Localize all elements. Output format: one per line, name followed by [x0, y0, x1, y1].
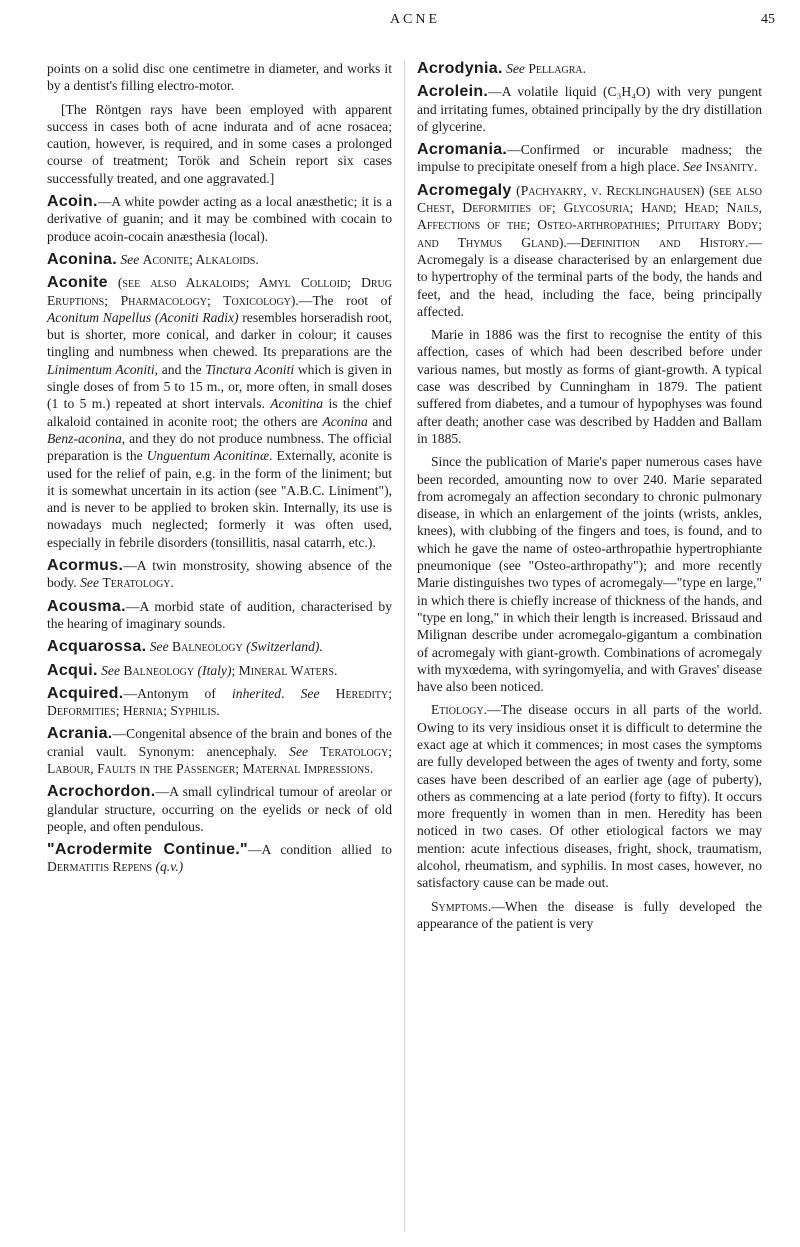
section-heading: Etiology. — [431, 702, 488, 718]
entry-acromegaly — [417, 182, 762, 320]
see-label: See — [506, 61, 525, 76]
entry-aconina — [47, 251, 392, 268]
entry-text: resembles horseradish root, but is shorter, more conical, and darker in colour; it causes tingling and numbness when chewed. Its preparations are the — [47, 309, 393, 360]
latin-term: Aconina — [322, 413, 368, 429]
running-head: ACNE — [389, 12, 441, 27]
entry-acrodynia — [417, 60, 762, 77]
entry-body: —Acromegaly is a disease characterised by an enlargement due to hypertrophy of the terminal parts of the body, the hands and feet, and the head, including the face, being principally affected. — [417, 234, 762, 319]
headword: Acquarossa. — [47, 638, 147, 656]
section-heading: —Definition and History. — [566, 234, 749, 250]
entry-acormus — [47, 557, 392, 592]
entry-aconite — [47, 274, 392, 551]
cross-reference: Insanity. — [705, 159, 758, 175]
latin-term: Benz-aconina — [47, 430, 122, 446]
entry-text: . — [281, 685, 285, 701]
entry-body: —Antonym of — [123, 685, 232, 701]
entry-acrolein — [417, 83, 762, 135]
entry-body: —Congenital absence of the brain and bones of the cranial vault. Synonym: anencephaly. — [47, 726, 392, 759]
left-column — [47, 60, 392, 882]
entry-text: —When the disease is fully developed the appearance of the patient is very — [417, 898, 762, 931]
entry-body: —A morbid state of audition, characterised by the hearing of imaginary sounds. — [47, 598, 392, 631]
entry-text: is the chief alkaloid contained in aconite root; the others are — [47, 396, 392, 429]
see-label: See — [101, 662, 120, 678]
headword: Aconite — [47, 274, 108, 292]
entry-body: —A condition allied to — [247, 842, 392, 858]
column-divider — [404, 60, 405, 1232]
entry-body: —A small cylindrical tumour of areolar or glandular structure, occurring on the eyelids or neck of old people, and often pendulous. — [47, 784, 392, 834]
headword: Acrolein. — [417, 83, 489, 101]
latin-term: Aconitum Napellus (Aconiti Radix) — [47, 309, 239, 325]
latin-term: Tinctura Aconiti — [205, 361, 295, 377]
cross-references: (see also Alkaloids; Amyl Colloid; Drug Eruptions; Pharmacology; Toxicology). — [47, 275, 392, 308]
headword: Acrania. — [47, 725, 113, 743]
see-label: See — [120, 251, 140, 267]
headword: "Acrodermite Continue." — [47, 841, 248, 859]
see-label: See — [80, 575, 99, 591]
acromegaly-history: Marie in 1886 was the first to recognise the entity of this affection, cases of which had been described before under various names, but mostly as forms of giant-growth. A typical case was described by Cunningham in 1879. The patient suffered from diabetes, and a tumour of hypophyses was found after death; another case was described by Hadden and Ballam in 1885. — [417, 327, 762, 446]
entry-acqui — [47, 662, 392, 679]
headword: Acqui. — [47, 661, 98, 679]
cross-reference: Aconite; Alkaloids. — [142, 251, 259, 267]
entry-acoin — [47, 193, 392, 245]
see-label: See — [683, 159, 703, 175]
acne-continuation: points on a solid disc one centimetre in diameter, and works it by a dentist's filling electro-motor. — [47, 61, 392, 94]
cross-reference: Teratology; Labour, Faults in the Passenger; Maternal Impressions. — [47, 743, 392, 776]
entry-text: —The disease occurs in all parts of the world. Owing to its very insidious onset it is difficult to determine the exact age at which it commences; in most cases the symptoms are fully developed between the ages of twenty and forty, some cases have been described of an earlier age (age of puberty), others as commencing at a late period (forty to fifty). It occurs more frequently in women than in men. Heredity has been noticed in two cases. Of other etiological factors we may mention: acute infectious diseases, fright, shock, traumatism, alcohol, rheumatism, and syphilis. In most cases, however, no satisfactory cause can be made out. — [417, 702, 762, 891]
entry-acrochordon — [47, 783, 392, 835]
headword: Acromegaly — [417, 181, 512, 199]
country: (Italy) — [197, 662, 232, 678]
entry-text: —The root of — [298, 292, 392, 308]
headword: Acquired. — [47, 684, 124, 702]
cross-reference: Dermatitis Repens — [47, 859, 153, 875]
headword: Acousma. — [47, 597, 126, 615]
cross-reference: ; Mineral Waters. — [231, 662, 338, 678]
cross-reference: Pellagra. — [528, 61, 586, 76]
headword: Acoin. — [47, 193, 98, 211]
entry-acquarossa — [47, 638, 392, 655]
country: (Switzerland). — [246, 639, 323, 655]
entry-body: —A volatile liquid (C₃H₄O) with very pungent and irritating fumes, obtained principally by the dry distillation of glycerine. — [417, 84, 762, 134]
qv-label: (q.v.) — [155, 859, 184, 875]
entry-text: , and they do not produce numbness. The official preparation is the — [47, 430, 392, 464]
cross-references: (Pachyakry, v. Recklinghausen) (see also Chest, Deformities of; Glycosuria; Hand; Head; Nails, Affections of the; Osteo-arthropathies; Pituitary Body; and Thymus Gland). — [417, 182, 762, 250]
page-number: 45 — [761, 12, 775, 27]
entry-text: , and the — [154, 361, 206, 377]
acne-roentgen-note: [The Röntgen rays have been employed with apparent success in cases both of acne indurata and of acne rosacea; caution, however, is required, and in some cases a prolonged course of treatment; Torök and Schein report six cases successfully treated, and one aggravated.] — [47, 101, 392, 186]
latin-term: Unguentum Aconitinæ — [146, 448, 270, 464]
entry-text: . Externally, aconite is used for the relief of pain, e.g. in the form of the liniment; but it is somewhat uncertain in its action (see "A.B.C. Liniment"), and is never to be applied to broken skin. Internally, its use is nowadays much neglected; formerly it was often used, especially in febrile disorders (tonsillitis, nasal catarrh, etc.). — [47, 448, 393, 550]
entry-acrania — [47, 725, 392, 777]
acromegaly-symptoms — [417, 898, 762, 933]
italic-term: inherited — [232, 685, 282, 701]
headword: Aconina. — [47, 250, 117, 268]
headword: Acrodynia. — [417, 60, 503, 77]
cross-reference: Teratology. — [102, 575, 174, 591]
entry-text: which is given in single doses of from 5 to 15 m., or, more often, in small doses (1 to 5 m.) repeated at short intervals. — [47, 361, 392, 412]
headword: Acormus. — [47, 557, 124, 575]
entry-acrodermite — [47, 841, 392, 876]
cross-reference: Balneology — [172, 639, 243, 655]
entry-acousma — [47, 598, 392, 633]
section-heading: Symptoms. — [431, 898, 492, 914]
right-column — [417, 60, 762, 938]
headword: Acromania. — [417, 141, 508, 159]
latin-term: Aconitina — [270, 396, 324, 412]
see-label: See — [289, 743, 309, 759]
headword: Acrochordon. — [47, 783, 156, 801]
entry-body: —A twin monstrosity, showing absence of the body. — [47, 558, 392, 591]
page-header — [55, 12, 775, 36]
see-label: See — [149, 639, 169, 655]
entry-text: and — [367, 413, 392, 429]
acromegaly-etiology — [417, 701, 762, 891]
entry-body: —A white powder acting as a local anæsthetic; it is a derivative of guanin; and it may be combined with cocain to produce acoin-cocain anæsthesia (local). — [47, 194, 392, 244]
cross-reference: Heredity; Deformities; Hernia; Syphilis. — [47, 685, 392, 719]
see-label: See — [300, 685, 320, 701]
latin-term: Linimentum Aconiti — [47, 361, 155, 377]
cross-reference: Balneology — [123, 662, 195, 678]
entry-acromania — [417, 141, 762, 176]
entry-body: —Confirmed or incurable madness; the impulse to precipitate oneself from a high place. — [417, 142, 762, 175]
acromegaly-types: Since the publication of Marie's paper numerous cases have been recorded, amounting now to over 240. Marie separated from acromegaly an affection secondary to chronic pulmonary disease, in which an enlargement of the joints (wrists, ankles, knees), with clubbing of the fingers and toes, is found, and to which he gave the name of osteo-arthropathie hypertrophiante pneumonique (see "Osteo-arthropathy"); and more recently Marie distinguishes two types of acromegaly—"type en large," in which there is chiefly increase of thickness of the hands, and "type en long," in which their length is increased. Brissaud and Milignan describe under acromegalo-gigantum a combination of acromegaly with giant-growth. Combinations of acromegaly with myxœdema, with syringomyelia, and with Graves' disease have also been noticed. — [417, 454, 762, 695]
entry-acquired — [47, 685, 392, 720]
